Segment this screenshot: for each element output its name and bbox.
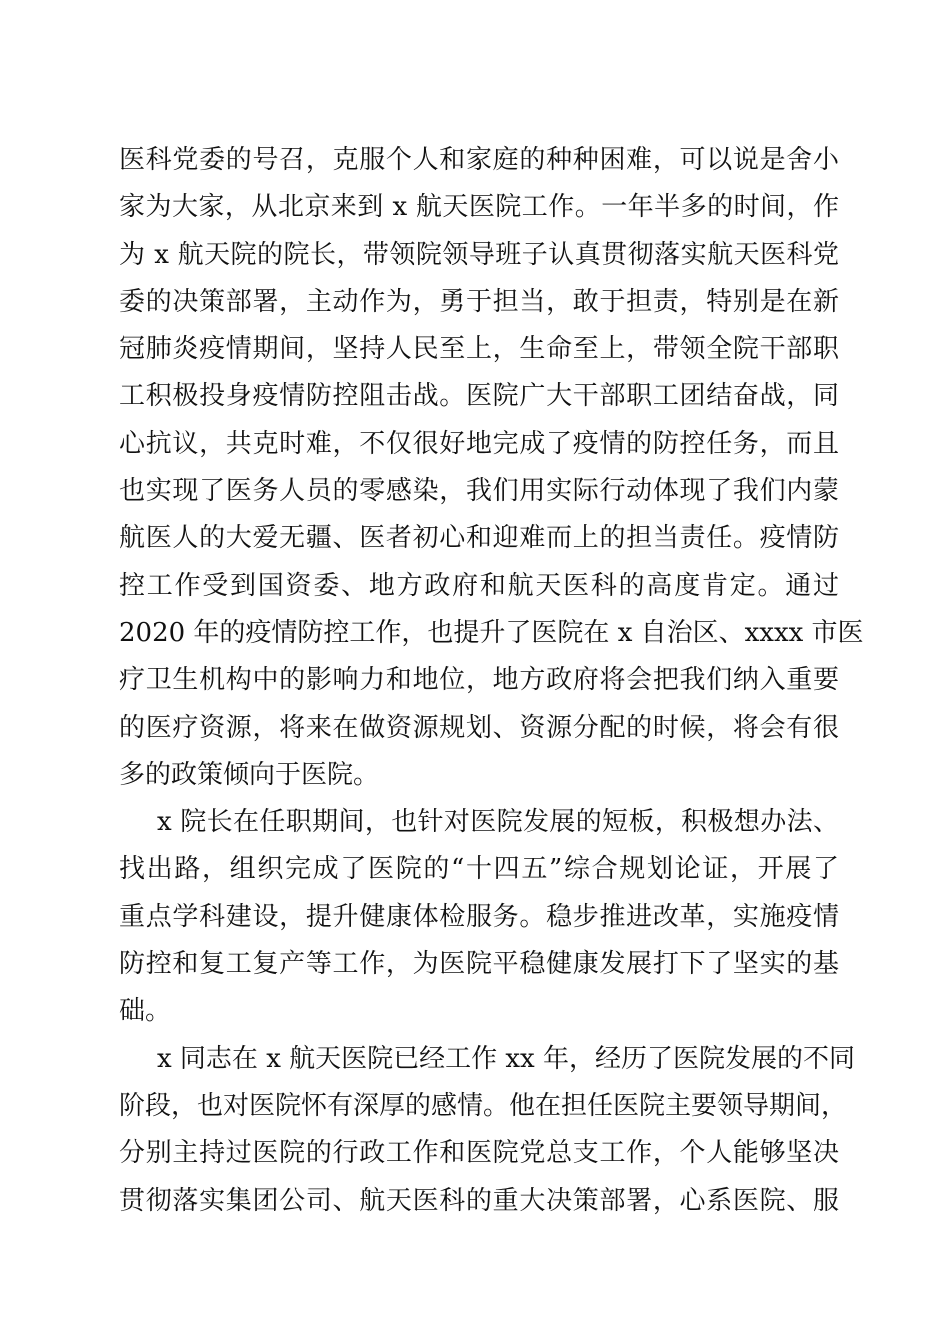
text-line: 控工作受到国资委、地方政府和航天医科的高度肯定。通过 [119, 570, 839, 601]
text-line: 重点学科建设，提升健康体检服务。稳步推进改革，实施疫情 [119, 901, 839, 932]
text-line: 阶段，也对医院怀有深厚的感情。他在担任医院主要领导期间， [119, 1090, 848, 1121]
text-line: 医科党委的号召，克服个人和家庭的种种困难，可以说是舍小 [119, 145, 839, 175]
paragraph-2 [119, 799, 839, 1035]
text-line: 的医疗资源，将来在做资源规划、资源分配的时候，将会有很 [119, 712, 839, 743]
text-line: 家为大家，从北京来到 x 航天医院工作。一年半多的时间，作 [119, 192, 839, 223]
text-line: 防控和复工复产等工作，为医院平稳健康发展打下了坚实的基 [119, 949, 839, 980]
text-line: 航医人的大爱无疆、医者初心和迎难而上的担当责任。疫情防 [119, 523, 839, 554]
paragraph-3 [119, 1036, 855, 1225]
text-line: 为 x 航天院的院长，带领院领导班子认真贯彻落实航天医科党 [119, 239, 839, 270]
text-line: 委的决策部署，主动作为，勇于担当，敢于担责，特别是在新 [119, 286, 839, 317]
text-line: 础。 [119, 996, 172, 1027]
text-line: 心抗议，共克时难，不仅很好地完成了疫情的防控任务，而且 [119, 428, 839, 459]
text-line: x 院长在任职期间，也针对医院发展的短板，积极想办法、 [157, 807, 839, 838]
text-line: 冠肺炎疫情期间，坚持人民至上，生命至上，带领全院干部职 [119, 334, 839, 365]
text-line: 贯彻落实集团公司、航天医科的重大决策部署，心系医院、服 [119, 1185, 839, 1216]
text-line: 多的政策倾向于医院。 [119, 759, 380, 790]
text-line: 2020 年的疫情防控工作，也提升了医院在 x 自治区、xxxx 市医 [119, 617, 864, 648]
text-line: 工积极投身疫情防控阻击战。医院广大干部职工团结奋战，同 [119, 381, 839, 412]
paragraph-1 [119, 137, 864, 799]
document-body [119, 137, 864, 1225]
text-line: 找出路，组织完成了医院的“十四五”综合规划论证，开展了 [119, 854, 839, 885]
text-line: 分别主持过医院的行政工作和医院党总支工作，个人能够坚决 [119, 1138, 839, 1169]
text-line: 也实现了医务人员的零感染，我们用实际行动体现了我们内蒙 [119, 476, 839, 507]
text-line: x 同志在 x 航天医院已经工作 xx 年，经历了医院发展的不同 [157, 1043, 855, 1074]
text-line: 疗卫生机构中的影响力和地位，地方政府将会把我们纳入重要 [119, 665, 839, 696]
